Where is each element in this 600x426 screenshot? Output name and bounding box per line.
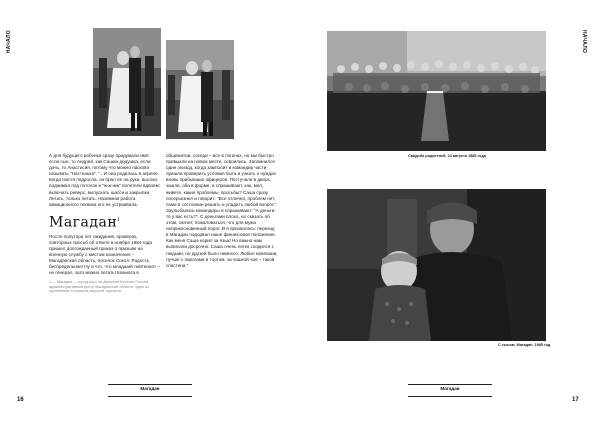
footnote: 1 — Магадан — город-порт на Дальнем Востоке России, административный центр Магаданской области, один из крупнейших в отрасли морской торговли.: [49, 280, 149, 294]
side-label-left: НАЧАЛО: [6, 30, 12, 54]
footer-rule-bottom: [108, 396, 192, 397]
footer-title: Магадан: [140, 386, 160, 391]
caption-group-photo: Свадьба родителей. 24 августа 1985 года: [408, 154, 486, 158]
text-column-1: [49, 153, 161, 294]
wedding-dance-photo: [93, 28, 161, 136]
paragraph-magadan: После полутора лет ожидания, проверок, повторных просьб об ответе в ноябре 1984 года пришел долгожданный приказ о призыве на военную службу с местом назначения – Магаданская область, поселок Сокол. Радость беспредельная! Ну и что, что младший лейтенант – не генерал, зато можно летать! Комната в: [49, 233, 160, 276]
wedding-couple-photo: [166, 40, 234, 139]
footer-rule-bottom-right: [408, 396, 492, 397]
footnote-marker: 1: [117, 216, 121, 223]
section-heading-magadan: Магадан$^1$: [49, 214, 121, 231]
caption-portrait-photo: С сыном. Магадан. 1985 год: [498, 343, 551, 347]
footer-rule-top: [108, 384, 192, 385]
paragraph-intro: А для будущего ребенка сразу придумали имя: если сын, то Андрей, как Сашин дедушка, если дочь, то Анастасия, потому что можно ласково называть "Настенька". "...И она родилась в апреле. Когда Настя подросла, он брал ее на руки, высоко поднимал под потолок и "ж-ж-жж" полетели вдвоем: включать реверс, выпускать шасси и закрылки. Летать, только летать. Наземная работа авиационного техника его не устраивала.: [49, 153, 161, 207]
paragraph-dormitory: общежитии, соседи – все в погонах, но мы быстро привыкли на новом месте, освоились. Запомнился один эпизод, когда замполит и командир части пришли проверить условия быта и узнать о нуждах вновь прибывших офицеров. Постучали в дверь, зашли, оба в форме, и спрашивают, как, мол, живете, какие проблемы, просьбы? Саша сразу посерьезнел и говорит: "Все отлично, проблем нет, сами в состоянии решить и уладить любой вопрос". Заулыбались командиры и спрашивают: "А деньги-то у вас есть?". С деньгами плохо, но сказать об этом, значит, пожаловаться, что для мужа неприкосновенный порог. И я призналась: переезд в Магадан подорвал наше финансовое положение. Как меня Саша корил за язык! Но важно нам выписали досрочно. Саша очень легко сходился с людьми, но друзей было немного. Любил компании, лучше с пирогами и тортом, за чашкой чая – такой спастена.": [166, 153, 278, 268]
footer-rule-top-right: [408, 384, 492, 385]
footer-title-right: Магадан: [440, 386, 460, 391]
side-label-right: НАЧАЛО: [581, 30, 587, 54]
father-son-photo: [327, 189, 546, 341]
text-column-2: [166, 153, 278, 269]
group-wedding-photo: [327, 31, 546, 151]
right-page: [300, 0, 600, 426]
page-number-right: 17: [572, 397, 579, 403]
page-number-left: 16: [17, 397, 24, 403]
